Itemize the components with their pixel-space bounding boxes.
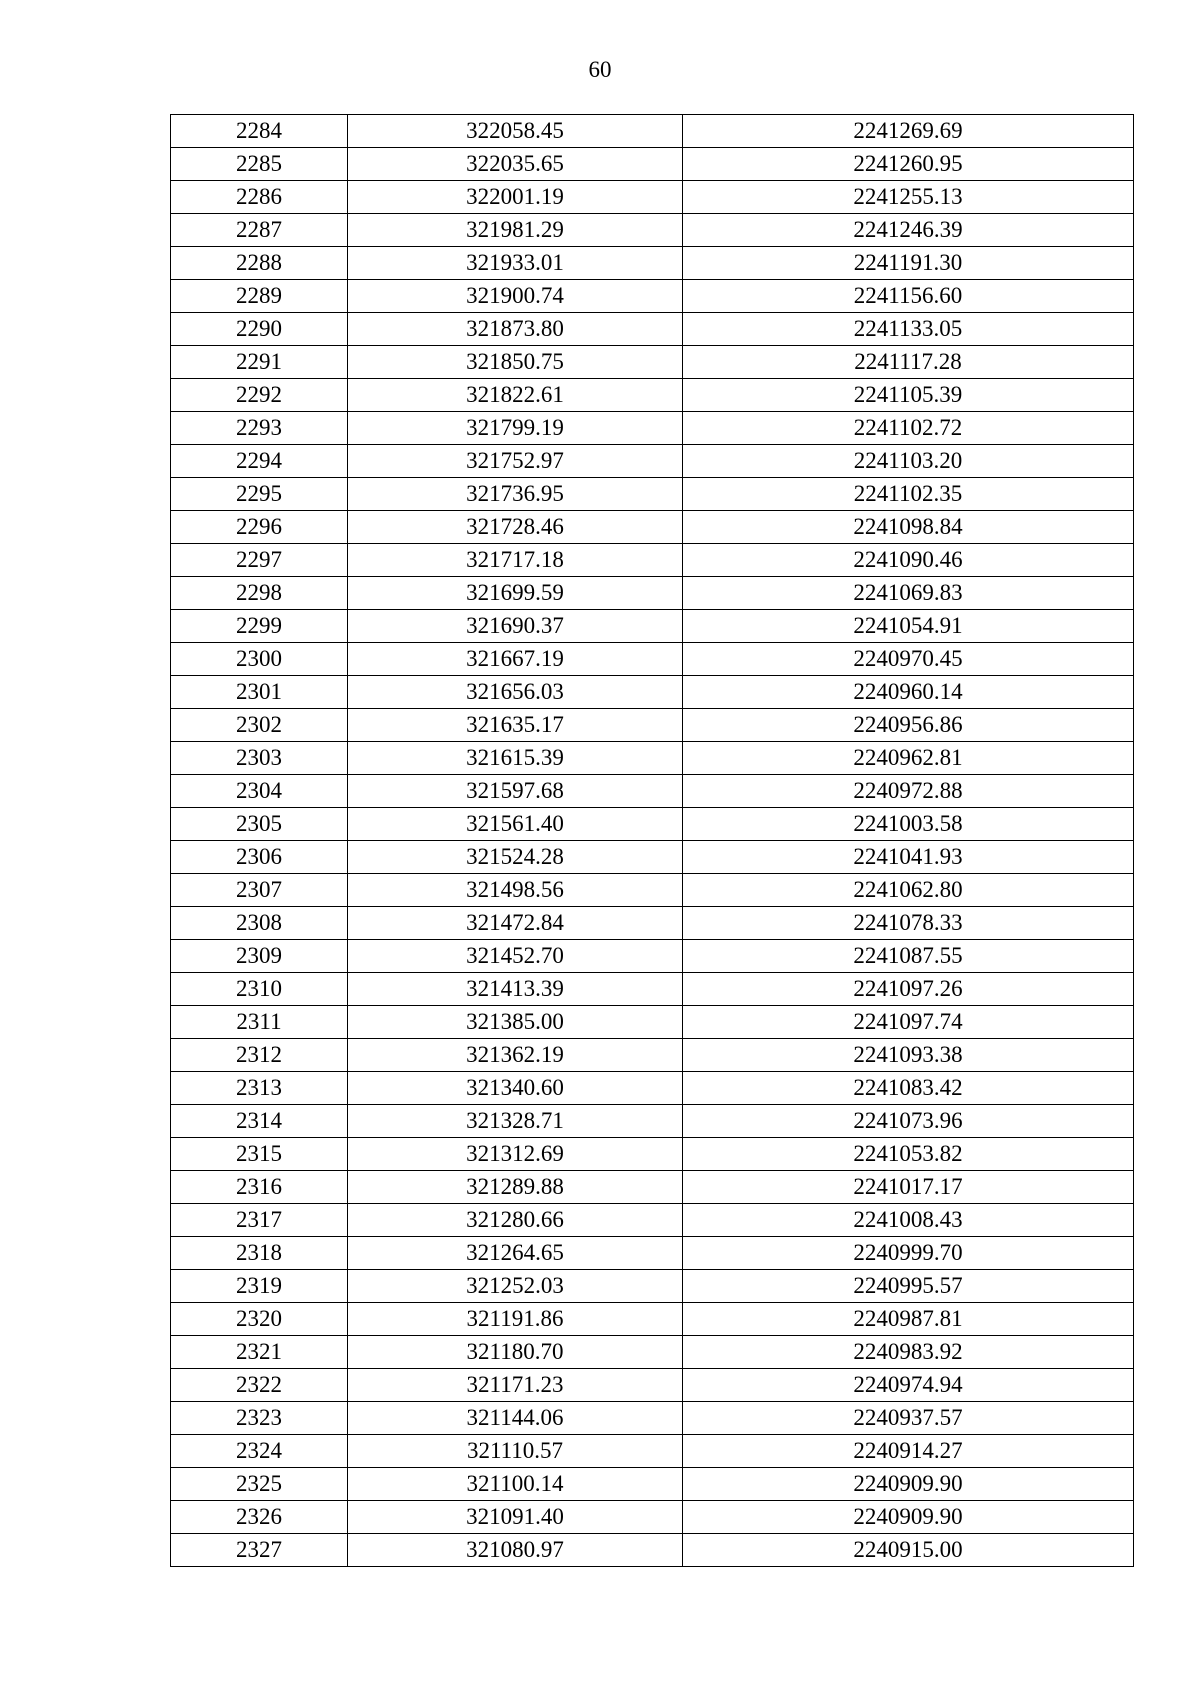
point-number-cell: 2292 [171,379,348,412]
point-number-cell: 2289 [171,280,348,313]
x-coordinate-cell: 322001.19 [348,181,683,214]
table-row [171,1435,1134,1468]
x-coordinate-cell: 321524.28 [348,841,683,874]
y-coordinate-cell: 2240962.81 [683,742,1134,775]
x-coordinate-cell: 321385.00 [348,1006,683,1039]
x-coordinate-cell: 321799.19 [348,412,683,445]
table-row [171,280,1134,313]
x-coordinate-cell: 321452.70 [348,940,683,973]
x-coordinate-cell: 321597.68 [348,775,683,808]
table-row [171,577,1134,610]
table-row [171,445,1134,478]
table-row [171,181,1134,214]
x-coordinate-cell: 321900.74 [348,280,683,313]
table-row [171,907,1134,940]
table-row [171,709,1134,742]
point-number-cell: 2302 [171,709,348,742]
x-coordinate-cell: 321635.17 [348,709,683,742]
x-coordinate-cell: 321561.40 [348,808,683,841]
y-coordinate-cell: 2241260.95 [683,148,1134,181]
table-row [171,214,1134,247]
x-coordinate-cell: 321699.59 [348,577,683,610]
y-coordinate-cell: 2241054.91 [683,610,1134,643]
x-coordinate-cell: 321171.23 [348,1369,683,1402]
table-row [171,511,1134,544]
y-coordinate-cell: 2240909.90 [683,1468,1134,1501]
x-coordinate-cell: 321091.40 [348,1501,683,1534]
y-coordinate-cell: 2240915.00 [683,1534,1134,1567]
x-coordinate-cell: 322058.45 [348,115,683,148]
point-number-cell: 2305 [171,808,348,841]
y-coordinate-cell: 2241003.58 [683,808,1134,841]
y-coordinate-cell: 2241090.46 [683,544,1134,577]
y-coordinate-cell: 2241105.39 [683,379,1134,412]
point-number-cell: 2311 [171,1006,348,1039]
table-row [171,1501,1134,1534]
y-coordinate-cell: 2241041.93 [683,841,1134,874]
point-number-cell: 2304 [171,775,348,808]
point-number-cell: 2318 [171,1237,348,1270]
x-coordinate-cell: 321933.01 [348,247,683,280]
table-row [171,1138,1134,1171]
table-row [171,412,1134,445]
table-row [171,808,1134,841]
point-number-cell: 2321 [171,1336,348,1369]
y-coordinate-cell: 2240970.45 [683,643,1134,676]
y-coordinate-cell: 2241255.13 [683,181,1134,214]
x-coordinate-cell: 322035.65 [348,148,683,181]
y-coordinate-cell: 2241073.96 [683,1105,1134,1138]
y-coordinate-cell: 2240960.14 [683,676,1134,709]
table-row [171,1237,1134,1270]
x-coordinate-cell: 321873.80 [348,313,683,346]
point-number-cell: 2324 [171,1435,348,1468]
table-row [171,1105,1134,1138]
y-coordinate-cell: 2241069.83 [683,577,1134,610]
y-coordinate-cell: 2241017.17 [683,1171,1134,1204]
point-number-cell: 2300 [171,643,348,676]
y-coordinate-cell: 2241156.60 [683,280,1134,313]
x-coordinate-cell: 321472.84 [348,907,683,940]
coordinate-table [170,114,1134,1567]
y-coordinate-cell: 2240999.70 [683,1237,1134,1270]
y-coordinate-cell: 2241246.39 [683,214,1134,247]
point-number-cell: 2295 [171,478,348,511]
x-coordinate-cell: 321413.39 [348,973,683,1006]
y-coordinate-cell: 2240974.94 [683,1369,1134,1402]
table-row [171,1402,1134,1435]
point-number-cell: 2306 [171,841,348,874]
table-row [171,874,1134,907]
point-number-cell: 2301 [171,676,348,709]
y-coordinate-cell: 2241078.33 [683,907,1134,940]
table-row [171,148,1134,181]
point-number-cell: 2323 [171,1402,348,1435]
table-row [171,1468,1134,1501]
point-number-cell: 2284 [171,115,348,148]
y-coordinate-cell: 2240987.81 [683,1303,1134,1336]
y-coordinate-cell: 2241083.42 [683,1072,1134,1105]
x-coordinate-cell: 321362.19 [348,1039,683,1072]
y-coordinate-cell: 2241191.30 [683,247,1134,280]
table-row [171,973,1134,1006]
point-number-cell: 2310 [171,973,348,1006]
table-row [171,1270,1134,1303]
point-number-cell: 2322 [171,1369,348,1402]
y-coordinate-cell: 2241117.28 [683,346,1134,379]
point-number-cell: 2288 [171,247,348,280]
y-coordinate-cell: 2241269.69 [683,115,1134,148]
table-row [171,742,1134,775]
table-row [171,313,1134,346]
x-coordinate-cell: 321822.61 [348,379,683,412]
x-coordinate-cell: 321981.29 [348,214,683,247]
y-coordinate-cell: 2241097.74 [683,1006,1134,1039]
y-coordinate-cell: 2241133.05 [683,313,1134,346]
x-coordinate-cell: 321717.18 [348,544,683,577]
table-row [171,478,1134,511]
point-number-cell: 2294 [171,445,348,478]
point-number-cell: 2298 [171,577,348,610]
table-row [171,247,1134,280]
point-number-cell: 2315 [171,1138,348,1171]
x-coordinate-cell: 321252.03 [348,1270,683,1303]
x-coordinate-cell: 321191.86 [348,1303,683,1336]
y-coordinate-cell: 2240937.57 [683,1402,1134,1435]
x-coordinate-cell: 321850.75 [348,346,683,379]
y-coordinate-cell: 2240995.57 [683,1270,1134,1303]
table-row [171,544,1134,577]
x-coordinate-cell: 321340.60 [348,1072,683,1105]
y-coordinate-cell: 2241087.55 [683,940,1134,973]
table-row [171,1006,1134,1039]
x-coordinate-cell: 321080.97 [348,1534,683,1567]
y-coordinate-cell: 2241098.84 [683,511,1134,544]
point-number-cell: 2299 [171,610,348,643]
y-coordinate-cell: 2241008.43 [683,1204,1134,1237]
table-row [171,775,1134,808]
point-number-cell: 2303 [171,742,348,775]
x-coordinate-cell: 321615.39 [348,742,683,775]
table-row [171,1336,1134,1369]
table-row [171,841,1134,874]
table-row [171,1369,1134,1402]
y-coordinate-cell: 2241102.35 [683,478,1134,511]
point-number-cell: 2317 [171,1204,348,1237]
x-coordinate-cell: 321144.06 [348,1402,683,1435]
y-coordinate-cell: 2241053.82 [683,1138,1134,1171]
y-coordinate-cell: 2240972.88 [683,775,1134,808]
point-number-cell: 2320 [171,1303,348,1336]
table-row [171,346,1134,379]
x-coordinate-cell: 321110.57 [348,1435,683,1468]
point-number-cell: 2309 [171,940,348,973]
table-row [171,643,1134,676]
x-coordinate-cell: 321100.14 [348,1468,683,1501]
table-row [171,1072,1134,1105]
table-row [171,1039,1134,1072]
y-coordinate-cell: 2241093.38 [683,1039,1134,1072]
point-number-cell: 2286 [171,181,348,214]
table-row [171,610,1134,643]
point-number-cell: 2285 [171,148,348,181]
table-row [171,940,1134,973]
table-row [171,115,1134,148]
x-coordinate-cell: 321690.37 [348,610,683,643]
x-coordinate-cell: 321656.03 [348,676,683,709]
table-row [171,1171,1134,1204]
point-number-cell: 2290 [171,313,348,346]
x-coordinate-cell: 321667.19 [348,643,683,676]
y-coordinate-cell: 2241103.20 [683,445,1134,478]
table-row [171,1204,1134,1237]
x-coordinate-cell: 321498.56 [348,874,683,907]
point-number-cell: 2308 [171,907,348,940]
y-coordinate-cell: 2240909.90 [683,1501,1134,1534]
y-coordinate-cell: 2241102.72 [683,412,1134,445]
y-coordinate-cell: 2240914.27 [683,1435,1134,1468]
y-coordinate-cell: 2240983.92 [683,1336,1134,1369]
point-number-cell: 2307 [171,874,348,907]
x-coordinate-cell: 321280.66 [348,1204,683,1237]
point-number-cell: 2297 [171,544,348,577]
y-coordinate-cell: 2241097.26 [683,973,1134,1006]
x-coordinate-cell: 321312.69 [348,1138,683,1171]
point-number-cell: 2325 [171,1468,348,1501]
point-number-cell: 2287 [171,214,348,247]
y-coordinate-cell: 2241062.80 [683,874,1134,907]
coordinate-table-body [171,115,1134,1567]
x-coordinate-cell: 321264.65 [348,1237,683,1270]
x-coordinate-cell: 321328.71 [348,1105,683,1138]
y-coordinate-cell: 2240956.86 [683,709,1134,742]
point-number-cell: 2313 [171,1072,348,1105]
point-number-cell: 2312 [171,1039,348,1072]
table-row [171,1303,1134,1336]
table-row [171,676,1134,709]
point-number-cell: 2316 [171,1171,348,1204]
point-number-cell: 2296 [171,511,348,544]
point-number-cell: 2326 [171,1501,348,1534]
point-number-cell: 2314 [171,1105,348,1138]
x-coordinate-cell: 321289.88 [348,1171,683,1204]
x-coordinate-cell: 321728.46 [348,511,683,544]
x-coordinate-cell: 321752.97 [348,445,683,478]
point-number-cell: 2291 [171,346,348,379]
x-coordinate-cell: 321180.70 [348,1336,683,1369]
page-number: 60 [588,57,612,82]
point-number-cell: 2293 [171,412,348,445]
table-row [171,1534,1134,1567]
point-number-cell: 2319 [171,1270,348,1303]
point-number-cell: 2327 [171,1534,348,1567]
x-coordinate-cell: 321736.95 [348,478,683,511]
table-row [171,379,1134,412]
